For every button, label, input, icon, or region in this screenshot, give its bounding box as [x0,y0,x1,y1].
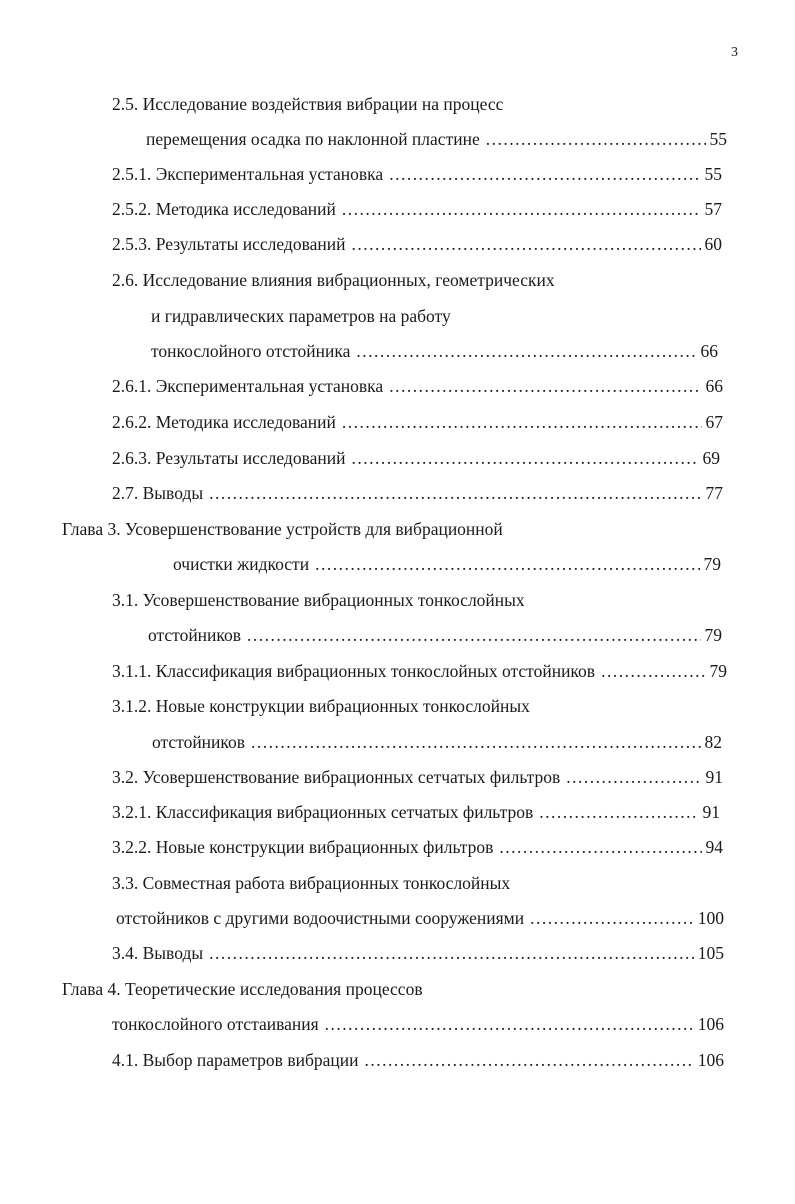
page-number: 3 [731,45,738,60]
toc-entry-text: 3.2.1. Классификация вибрационных сетчатых фильтров [112,802,534,822]
toc-entry [112,409,723,435]
toc-entry-text: перемещения осадка по наклонной пластине [146,129,480,149]
toc-entry [112,373,723,399]
toc-entry-text: 4.1. Выбор параметров вибрации [112,1050,359,1070]
toc-entry-text: 2.5.1. Экспериментальная установка [112,164,384,184]
dot-leader [251,729,700,755]
toc-page-number: 66 [700,341,718,361]
toc-page-number: 82 [704,732,722,752]
dot-leader [356,338,696,364]
dot-leader [351,231,700,257]
toc-entry [112,587,652,613]
toc-entry [112,940,724,966]
toc-page-number: 91 [705,767,723,787]
dot-leader [486,126,706,152]
toc-page-number: 105 [697,943,724,963]
toc-entry-text: 3.3. Совместная работа вибрационных тонкослойных [112,873,511,893]
dot-leader [247,622,700,648]
toc-entry-text: 2.6.3. Результаты исследований [112,448,346,468]
toc-entry-text: 3.1. Усовершенствование вибрационных тонкослойных [112,590,525,610]
toc-entry [112,693,652,719]
toc-entry-text: 2.5. Исследование воздействия вибрации на процесс [112,94,504,114]
dot-leader [499,834,701,860]
toc-entry-text: отстойников с другими водоочистными сооружениями [116,908,525,928]
toc-entry [152,729,722,755]
dot-leader [209,940,694,966]
toc-chapter [62,976,622,1002]
dot-leader [315,551,699,577]
toc-entry-text: 3.2. Усовершенствование вибрационных сетчатых фильтров [112,767,561,787]
toc-entry-text: 3.4. Выводы [112,943,204,963]
toc-entry-text: очистки жидкости [173,554,310,574]
toc-entry [112,161,722,187]
dot-leader [539,799,698,825]
toc-page-number: 67 [705,412,723,432]
toc-entry-text: 3.1.2. Новые конструкции вибрационных тонкослойных [112,696,530,716]
toc-entry-text: 2.6.2. Методика исследований [112,412,336,432]
toc-entry [146,126,727,152]
dot-leader [389,373,701,399]
toc-entry [112,91,672,117]
toc-page-number: 60 [704,234,722,254]
dot-leader [364,1047,693,1073]
toc-page-number: 79 [704,625,722,645]
toc-entry [151,303,671,329]
toc-entry-text: тонкослойного отстойника [151,341,351,361]
dot-leader [566,764,701,790]
dot-leader [389,161,700,187]
toc-entry [112,231,722,257]
toc-entry [112,834,723,860]
toc-entry [112,1047,724,1073]
toc-entry [112,196,722,222]
toc-entry [112,870,652,896]
toc-entry [112,764,723,790]
toc-entry-text: 2.7. Выводы [112,483,204,503]
dot-leader [351,445,698,471]
toc-page-number: 106 [697,1050,724,1070]
toc-entry-text: 2.5.2. Методика исследований [112,199,336,219]
dot-leader [342,409,702,435]
dot-leader [342,196,701,222]
toc-entry [112,267,672,293]
toc-entry-text: тонкослойного отстаивания [112,1014,319,1034]
toc-entry-text: 3.1.1. Классификация вибрационных тонкослойных отстойников [112,661,596,681]
toc-entry [112,480,723,506]
toc-entry [173,551,721,577]
toc-entry-text: Глава 3. Усовершенствование устройств для вибрационной [62,519,503,539]
toc-chapter [62,516,622,542]
toc-entry [112,1011,724,1037]
toc-entry [112,799,720,825]
toc-page-number: 106 [697,1014,724,1034]
dot-leader [530,905,694,931]
toc-entry [116,905,724,931]
toc-entry-text: 2.6.1. Экспериментальная установка [112,376,384,396]
toc-page-number: 57 [704,199,722,219]
dot-leader [325,1011,694,1037]
toc-page-number: 55 [709,129,727,149]
toc-entry [151,338,718,364]
toc-entry-text: 2.5.3. Результаты исследований [112,234,346,254]
toc-page-number: 79 [703,554,721,574]
dot-leader [601,658,705,684]
toc-page-number: 91 [702,802,720,822]
toc-entry-text: 2.6. Исследование влияния вибрационных, геометрических [112,270,555,290]
toc-entry-text: отстойников [152,732,246,752]
toc-entry [112,658,727,684]
toc-entry [112,445,720,471]
toc-entry-text: и гидравлических параметров на работу [151,306,451,326]
toc-entry [148,622,722,648]
toc-page-number: 79 [709,661,727,681]
toc-page-number: 100 [697,908,724,928]
toc-page-number: 66 [705,376,723,396]
toc-entry-text: 3.2.2. Новые конструкции вибрационных фильтров [112,837,494,857]
toc-page-number: 77 [705,483,723,503]
toc-entry-text: Глава 4. Теоретические исследования процессов [62,979,423,999]
toc-page-number: 94 [705,837,723,857]
toc-page-number: 69 [702,448,720,468]
dot-leader [209,480,701,506]
toc-page-number: 55 [704,164,722,184]
toc-entry-text: отстойников [148,625,242,645]
